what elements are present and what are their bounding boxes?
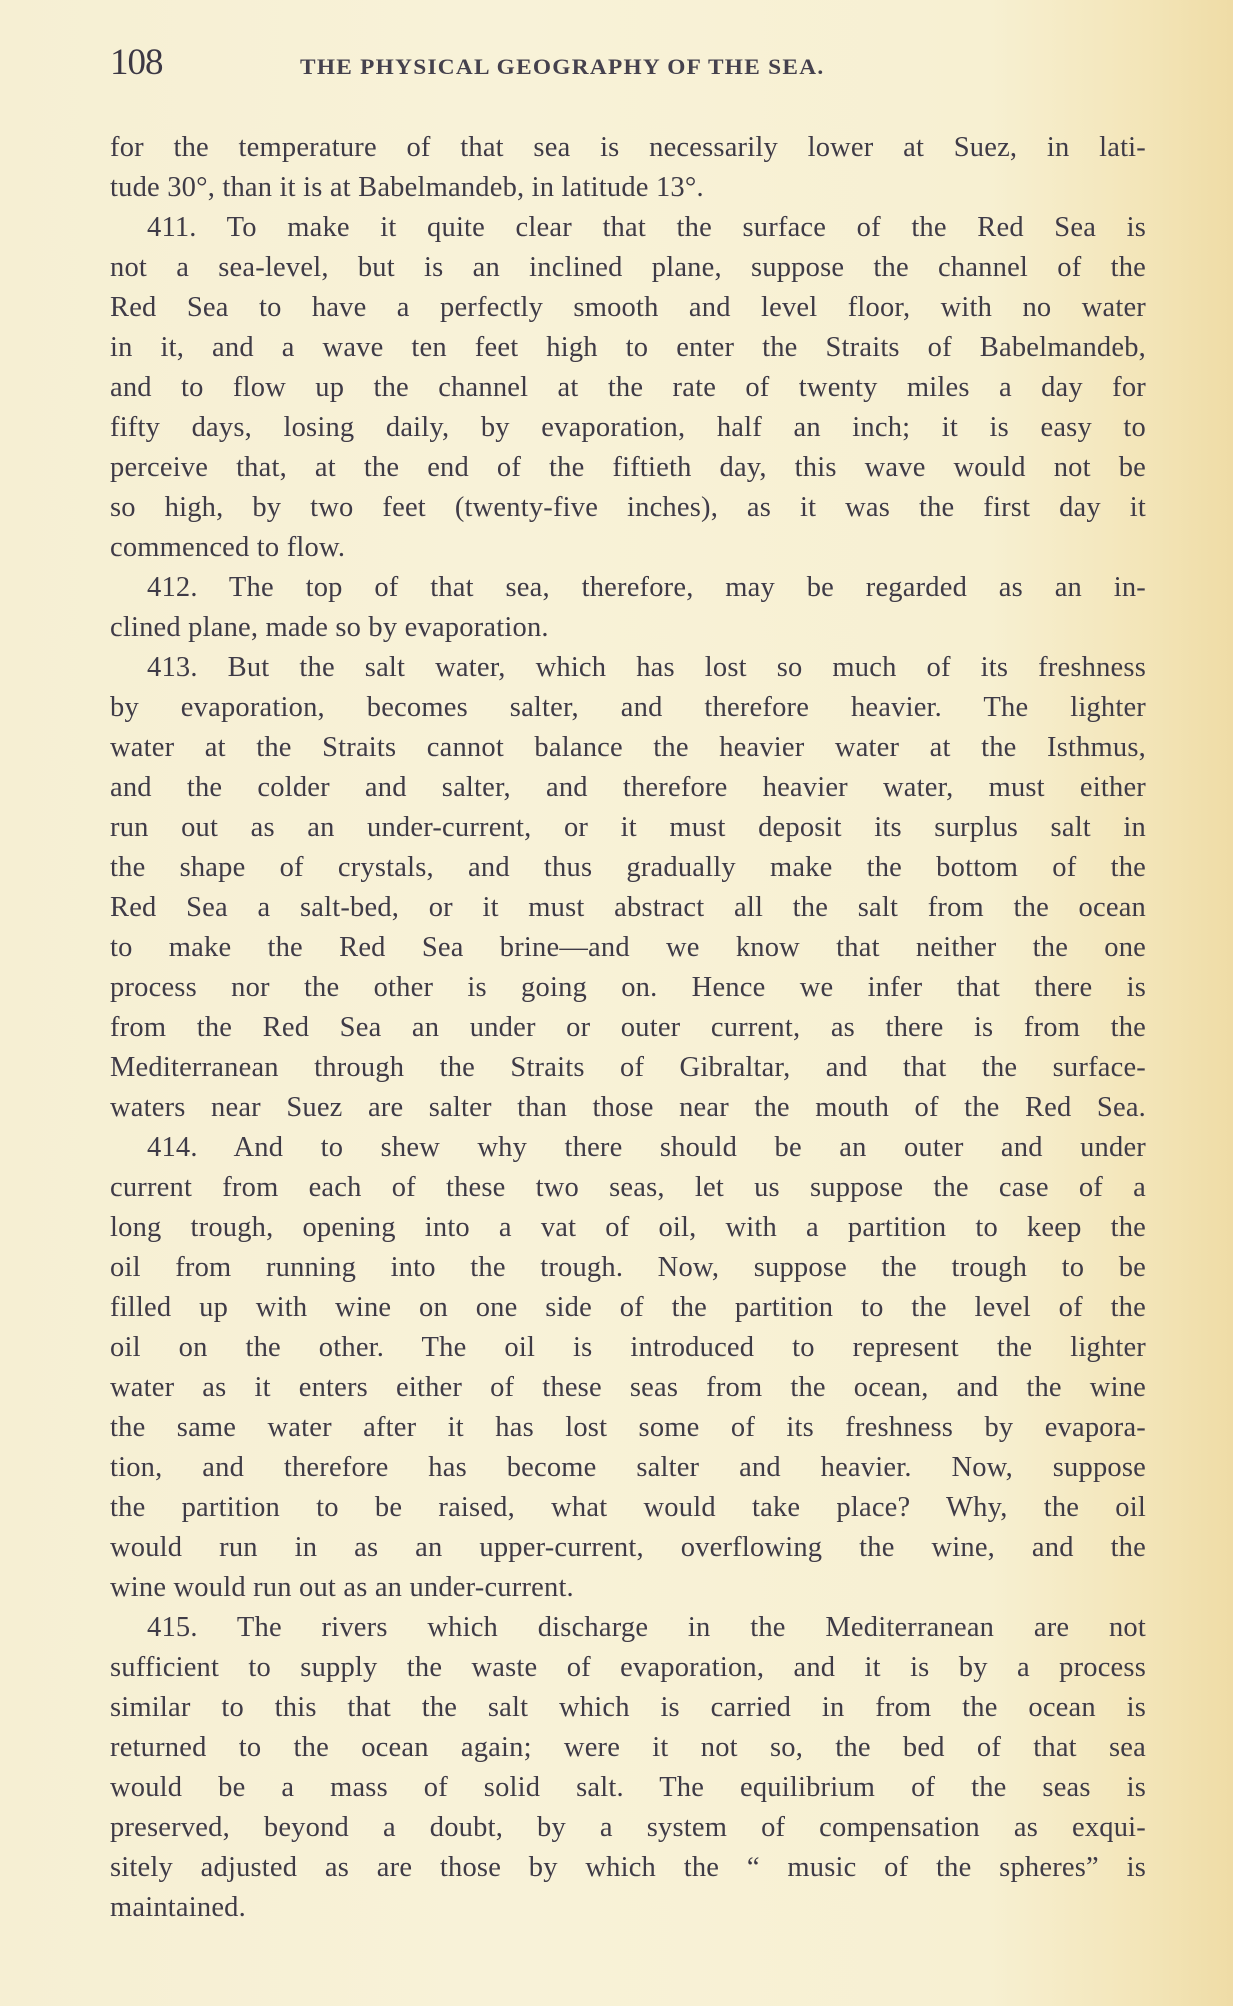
text-line: waters near Suez are salter than those near the mouth of the Red Sea. <box>110 1092 1146 1123</box>
text-line: water at the Straits cannot balance the heavier water at the Isthmus, <box>110 732 1146 763</box>
text-line: to make the Red Sea brine—and we know that neither the one <box>110 932 1146 963</box>
text-line: long trough, opening into a vat of oil, with a partition to keep the <box>110 1212 1146 1243</box>
text-line: in it, and a wave ten feet high to enter the Straits of Babelmandeb, <box>110 332 1146 363</box>
text-line: by evaporation, becomes salter, and therefore heavier. The lighter <box>110 692 1146 723</box>
text-line: wine would run out as an under-current. <box>110 1572 574 1603</box>
text-line: tude 30°, than it is at Babelmandeb, in latitude 13°. <box>110 172 704 203</box>
text-line: and the colder and salter, and therefore heavier water, must either <box>110 772 1146 803</box>
text-line: perceive that, at the end of the fiftieth day, this wave would not be <box>110 452 1146 483</box>
text-line: from the Red Sea an under or outer current, as there is from the <box>110 1012 1146 1043</box>
paragraph-first-line: 411. To make it quite clear that the surface of the Red Sea is <box>147 212 1146 243</box>
text-line: Red Sea a salt-bed, or it must abstract all the salt from the ocean <box>110 892 1146 923</box>
text-line: filled up with wine on one side of the partition to the level of the <box>110 1292 1146 1323</box>
paragraph-first-line: 414. And to shew why there should be an outer and under <box>147 1132 1146 1163</box>
running-head <box>110 38 1150 88</box>
text-line: oil on the other. The oil is introduced to represent the lighter <box>110 1332 1146 1363</box>
running-title: THE PHYSICAL GEOGRAPHY OF THE SEA. <box>300 54 825 79</box>
paragraph-first-line: 412. The top of that sea, therefore, may be regarded as an in- <box>147 572 1146 603</box>
text-line: sitely adjusted as are those by which the “ music of the spheres” is <box>110 1852 1146 1883</box>
text-line: the partition to be raised, what would take place? Why, the oil <box>110 1492 1146 1523</box>
text-line: current from each of these two seas, let us suppose the case of a <box>110 1172 1146 1203</box>
text-line: preserved, beyond a doubt, by a system of compensation as exqui- <box>110 1812 1146 1843</box>
body-text <box>110 128 1146 1928</box>
text-line: not a sea-level, but is an inclined plane, suppose the channel of the <box>110 252 1146 283</box>
text-line: run out as an under-current, or it must deposit its surplus salt in <box>110 812 1146 843</box>
text-line: sufficient to supply the waste of evaporation, and it is by a process <box>110 1652 1146 1683</box>
text-line: would run in as an upper-current, overflowing the wine, and the <box>110 1532 1146 1563</box>
text-line: the same water after it has lost some of its freshness by evapora- <box>110 1412 1146 1443</box>
paragraph-first-line: 413. But the salt water, which has lost so much of its freshness <box>147 652 1146 683</box>
text-line: Red Sea to have a perfectly smooth and level floor, with no water <box>110 292 1146 323</box>
text-line: the shape of crystals, and thus gradually make the bottom of the <box>110 852 1146 883</box>
text-line: and to flow up the channel at the rate of twenty miles a day for <box>110 372 1146 403</box>
text-line: Mediterranean through the Straits of Gibraltar, and that the surface- <box>110 1052 1146 1083</box>
text-line: process nor the other is going on. Hence we infer that there is <box>110 972 1146 1003</box>
text-line: returned to the ocean again; were it not so, the bed of that sea <box>110 1732 1146 1763</box>
text-line: oil from running into the trough. Now, suppose the trough to be <box>110 1252 1146 1283</box>
text-line: fifty days, losing daily, by evaporation, half an inch; it is easy to <box>110 412 1146 443</box>
text-line: commenced to flow. <box>110 532 346 563</box>
page-number: 108 <box>110 42 163 83</box>
text-line: would be a mass of solid salt. The equilibrium of the seas is <box>110 1772 1146 1803</box>
text-line: so high, by two feet (twenty-five inches), as it was the first day it <box>110 492 1146 523</box>
text-line: clined plane, made so by evaporation. <box>110 612 549 643</box>
text-line: for the temperature of that sea is necessarily lower at Suez, in lati- <box>110 132 1146 163</box>
text-line: similar to this that the salt which is carried in from the ocean is <box>110 1692 1146 1723</box>
text-line: maintained. <box>110 1892 246 1923</box>
text-line: tion, and therefore has become salter and heavier. Now, suppose <box>110 1452 1146 1483</box>
paragraph-first-line: 415. The rivers which discharge in the Mediterranean are not <box>147 1612 1146 1643</box>
text-line: water as it enters either of these seas from the ocean, and the wine <box>110 1372 1146 1403</box>
